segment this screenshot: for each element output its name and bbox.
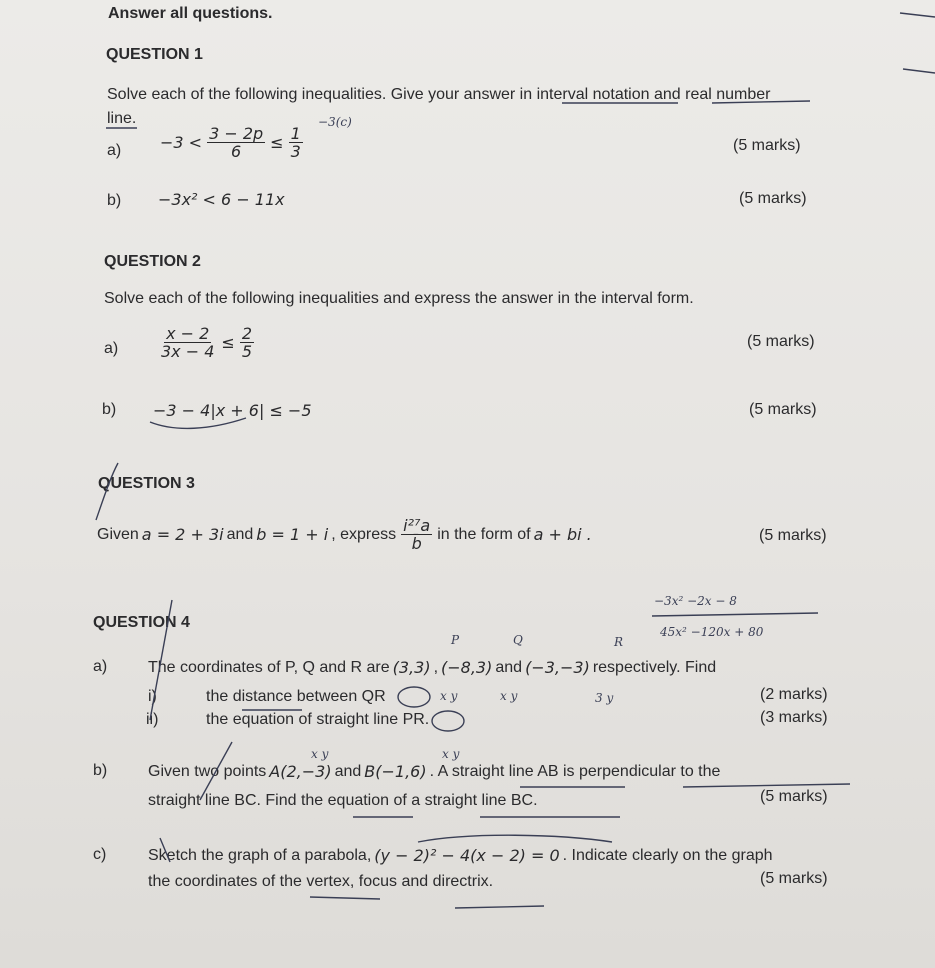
q4-title: QUESTION 4 [93,614,190,631]
header-instruction: Answer all questions. [108,5,273,22]
handwriting-xy-5: x y [442,747,460,761]
q4aii-label: ii) [146,711,159,728]
q4a-statement: The coordinates of P, Q and R are (3,3) , (−8,3) and (−3,−3) respectively. Find [148,658,717,677]
q1b-marks: (5 marks) [739,190,807,207]
handwriting-fraction-bar [652,613,818,616]
q4ai-marks: (2 marks) [760,686,828,703]
q3-marks: (5 marks) [759,527,827,544]
q2b-label: b) [102,401,117,418]
handwriting-numerator: −3x² −2x − 8 [654,594,737,608]
circle-qr [398,687,430,707]
q2a-label: a) [104,340,119,357]
q2b-expression: −3 − 4|x + 6| ≤ −5 [153,401,312,420]
q3-statement: Given a = 2 + 3i and b = 1 + i , express $\frac{\text{i²⁷a}}{b̄}$ in the form of a + bi . [97,516,592,553]
q1b-expression: −3x² < 6 − 11x [158,190,285,209]
q1b-label: b) [107,192,122,209]
handwriting-q: Q [513,633,523,647]
q1a-label: a) [107,142,122,159]
q2-instruction: Solve each of the following inequalities and express the answer in the interval form. [104,290,694,307]
q4ai-text: the distance between QR [206,688,386,705]
q3-title: QUESTION 3 [98,475,195,492]
q4b-label: b) [93,762,108,779]
underline-vertex [310,897,380,899]
q4b-statement: Given two points A(2,−3) and B(−1,6) . A straight line AB is perpendicular to the [148,762,721,781]
handwriting-xy-3: 3 y [595,691,614,705]
handwriting-p: P [451,633,460,647]
pen-stroke-top-right [900,13,935,17]
q4ai-label: i) [148,688,157,705]
q4aii-text: the equation of straight line PR. [206,711,430,728]
q4b-marks: (5 marks) [760,788,828,805]
circle-pr [432,711,464,731]
q4a-label: a) [93,658,108,675]
q1-instruction: Solve each of the following inequalities. Give your answer in interval notation and real number [107,86,771,103]
q1a-expression: −3 < $\frac{3 - 2p}{6}$ ≤ $\frac{1}{3}$ [160,124,301,161]
handwriting-denominator: 45x² −120x + 80 [660,625,764,639]
handwriting-xy-1: x y [440,689,458,703]
underline-directrix [455,906,544,908]
q4aii-marks: (3 marks) [760,709,828,726]
handwriting-a: −3(c) [318,115,352,129]
pen-stroke-right [903,69,935,73]
q4c-statement: Sketch the graph of a parabola, (y − 2)² − 4(x − 2) = 0 . Indicate clearly on the graph [148,846,773,865]
q1-title: QUESTION 1 [106,46,203,63]
handwriting-xy-2: x y [500,689,518,703]
underline-perpendicular [683,784,850,787]
handwriting-r: R [614,635,624,649]
q4c-label: c) [93,846,107,863]
q1a-marks: (5 marks) [733,137,801,154]
q2a-expression: $\frac{x - 2}{3x - 4}$ ≤ $\frac{2}{5}$ [161,324,252,361]
handwriting-xy-4: x y [311,747,329,761]
pen-arc-equation [418,835,612,842]
q4b-statement-cont: straight line BC. Find the equation of a straight line BC. [148,792,538,809]
q4c-marks: (5 marks) [760,870,828,887]
q1-instruction-cont: line. [107,110,137,127]
q4c-statement-cont: the coordinates of the vertex, focus and directrix. [148,873,494,890]
q2-title: QUESTION 2 [104,253,201,270]
q2a-marks: (5 marks) [747,333,815,350]
q2b-marks: (5 marks) [749,401,817,418]
